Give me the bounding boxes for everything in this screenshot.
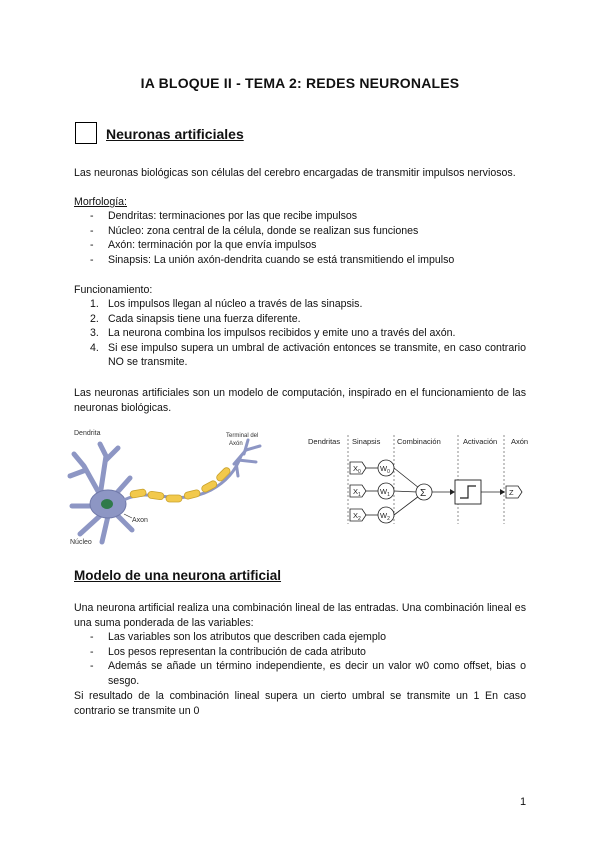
section-heading-modelo: Modelo de una neurona artificial [74,568,282,583]
list-item: - Núcleo: zona central de la célula, donde se realizan sus funciones [90,224,419,237]
header-activacion: Activación [463,437,498,446]
label-axon: Axon [132,517,148,524]
list-item: - Además se añade un término independiente, es decir un valor w0 como offset, bias o sesgo. [90,660,526,687]
page-title: IA BLOQUE II - TEMA 2: REDES NEURONALES [140,75,460,91]
header-axon: Axón [511,437,529,446]
weight-w0: W [380,464,388,473]
list-item: - Los pesos representan la contribución de cada atributo [90,645,366,658]
neuron-model-diagram [304,432,536,530]
morfologia-list [74,209,526,267]
label-terminal-1: Terminal del [226,433,259,439]
myelin-sheath [130,466,232,502]
input-x0: X [353,464,359,473]
closing-paragraph: Si resultado de la combinación lineal supera un cierto umbral se transmite un 1 En caso contrario se transmite un 0 [74,690,526,717]
modelo-list [74,630,526,688]
weight-w1: W [380,487,388,496]
output-z: Z [509,488,514,497]
svg-text:W0: $W_0$ [380,464,390,475]
page-number: 1 [520,796,527,808]
artificial-paragraph: Las neuronas artificiales son un modelo de computación, inspirado en el funcionamiento de las neuronas biológicas. [74,387,526,414]
morfologia-label: Morfología: [74,196,127,208]
label-terminal-2: Axón [229,441,243,447]
modelo-intro-paragraph: Una neurona artificial realiza una combinación lineal de las entradas. Una combinación lineal es una suma ponderada de las variables: [74,602,526,629]
svg-text:X0: $X_0$ [353,464,361,475]
list-item: 2. Cada sinapsis tiene una fuerza diferente. [90,312,301,325]
nucleus-shape [101,499,113,509]
weight-w2: W [380,511,388,520]
biological-neuron-figure [66,426,276,548]
list-item: 4. Si ese impulso supera un umbral de activación entonces se transmite, en caso contrario NO se transmite. [90,341,526,368]
funcionamiento-label: Funcionamiento: [74,284,153,296]
svg-text:X2: $X_2$ [353,511,361,522]
list-item: - Axón: terminación por la que envía impulsos [90,239,317,251]
svg-text:X1: $X_1$ [353,487,361,498]
list-item: - Las variables son los atributos que describen cada ejemplo [90,631,386,643]
list-item: - Dendritas: terminaciones por las que recibe impulsos [90,210,358,222]
intro-paragraph: Las neuronas biológicas son células del cerebro encargadas de transmitir impulsos nerviosos. [74,167,516,179]
label-dendrita: Dendrita [74,430,101,437]
label-nucleo: Núcleo [70,539,92,546]
input-x2: X [353,511,359,520]
checkbox-square [75,122,97,144]
sum-symbol: Σ [420,488,427,499]
svg-text:W1: $W_1$ [380,487,390,498]
list-item: 1. Los impulsos llegan al núcleo a través de las sinapsis. [90,298,363,310]
list-item: 3. La neurona combina los impulsos recibidos y emite uno a través del axón. [90,327,456,339]
header-dendritas: Dendritas [308,437,341,446]
input-x1: X [353,487,359,496]
header-sinapsis: Sinapsis [352,437,381,446]
header-combinacion: Combinación [397,437,441,446]
list-item: - Sinapsis: La unión axón-dendrita cuando se está transmitiendo el impulso [90,253,455,266]
svg-text:W2: $W_2$ [380,511,390,522]
section-heading-neuronas: Neuronas artificiales [106,126,244,142]
funcionamiento-list [74,297,526,370]
